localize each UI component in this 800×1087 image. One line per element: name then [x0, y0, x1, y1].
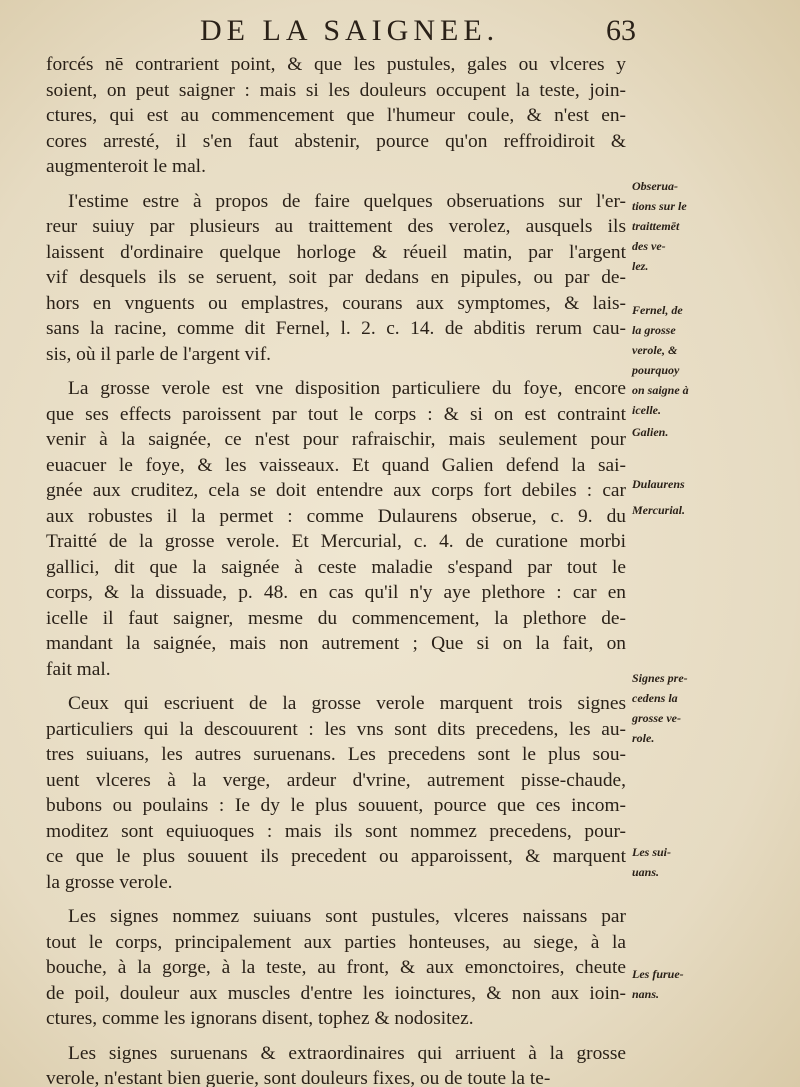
text-line: gnée aux cruditez, cela se doit entendre aux corps fort debiles : car — [46, 480, 626, 501]
text-line: Traitté de la grosse verole. Et Mercurial, c. 4. de curatione morbi — [46, 531, 626, 552]
margin-note-line: nans. — [632, 987, 660, 1001]
text-line: venir à la saignée, ce n'est pour rafraischir, mais seulement pour — [46, 429, 626, 450]
margin-note-line: role. — [632, 731, 655, 745]
paragraph — [46, 189, 626, 368]
text-line: uent vlceres à la verge, ardeur d'vrine, autrement pisse-chaude, — [46, 769, 626, 791]
text-line: fait mal. — [46, 658, 111, 680]
margin-note-line: Galien. — [632, 425, 669, 439]
text-line: verole, n'estant bien guerie, sont douleurs fixes, ou de toute la te- — [46, 1068, 551, 1087]
margin-note-line: on saigne à — [632, 383, 689, 397]
body-text — [46, 52, 626, 1087]
text-line: sis, où il parle de l'argent vif. — [46, 343, 271, 365]
text-line: de poil, douleur aux muscles d'entre les ioinctures, & non aux ioin- — [46, 982, 626, 1004]
margin-note-line: des ve- — [632, 239, 666, 253]
margin-note — [632, 842, 671, 882]
text-line: I'estime estre à propos de faire quelques obseruations sur l'er- — [68, 190, 626, 212]
text-line: corps, & la dissuade, p. 48. en cas qu'il n'y aye plethore : car en — [46, 582, 626, 603]
margin-note-line: uans. — [632, 865, 660, 879]
margin-note-line: pourquoy — [632, 363, 680, 377]
text-line: ctures, comme les ignorans disent, tophez & nodositez. — [46, 1008, 474, 1029]
text-line: Les signes suruenans & extraordinaires qui arriuent à la grosse — [68, 1042, 626, 1064]
text-line: mandant la saignée, mais non autrement ; Que si on la fait, on — [46, 633, 626, 654]
margin-note-line: la grosse — [632, 323, 676, 337]
paragraph — [46, 376, 626, 682]
margin-note-line: tions sur le — [632, 199, 687, 213]
margin-note-line: cedens la — [632, 691, 678, 705]
margin-note-line: Dulaurens — [632, 477, 685, 491]
paragraph — [46, 904, 626, 1032]
running-header: DE LA SAIGNEE. — [200, 14, 500, 47]
text-line: ctures, qui est au commencement que l'humeur coule, & n'est en- — [46, 105, 626, 126]
text-line: Ceux qui escriuent de la grosse verole marquent trois signes — [68, 693, 626, 714]
margin-note — [632, 964, 684, 1004]
text-line: bubons ou poulains : Ie dy le plus souuent, pource que ces incom- — [46, 795, 626, 816]
margin-note — [632, 474, 685, 494]
margin-note-line: Fernel, de — [632, 303, 683, 317]
margin-note-line: Les sui- — [632, 845, 671, 859]
text-line: forcés nē contrarient point, & que les pustules, gales ou vlceres y — [46, 54, 626, 75]
text-line: euacuer le foye, & les vaisseaux. Et quand Galien defend la sai- — [46, 454, 626, 476]
text-line: icelle il faut saigner, mesme du commencement, la plethore de- — [46, 607, 626, 629]
text-line: particuliers qui la descouurent : les vns sont dits precedens, les au- — [46, 718, 626, 740]
paragraph — [46, 52, 626, 180]
margin-note-line: Mercurial. — [632, 503, 686, 517]
margin-note — [632, 422, 668, 442]
text-line: bouche, à la gorge, à la teste, au front, & aux emonctoires, cheute — [46, 957, 626, 978]
margin-note — [632, 668, 688, 748]
margin-note-line: traittemēt — [632, 219, 680, 233]
text-line: soient, on peut saigner : mais si les douleurs occupent la teste, join- — [46, 79, 626, 101]
text-line: tres suiuans, les autres suruenans. Les precedens sont le plus sou- — [46, 744, 626, 765]
paragraph — [46, 691, 626, 895]
margin-note-line: verole, & — [632, 343, 678, 357]
text-line: Les signes nommez suiuans sont pustules, vlceres naissans par — [68, 906, 626, 927]
text-line: gallici, dit que la saignée à ceste maladie s'espand par tout le — [46, 556, 626, 578]
page-number: 63 — [606, 14, 636, 47]
text-line: reur suiuy par plusieurs au traittement des verolez, ausquels ils — [46, 216, 626, 237]
margin-note-line: icelle. — [632, 403, 661, 417]
text-line: augmenteroit le mal. — [46, 156, 206, 177]
margin-note — [632, 300, 689, 420]
text-line: ce que le plus souuent ils precedent ou apparoissent, & marquent — [46, 846, 626, 867]
margin-note-line: Signes pre- — [632, 671, 688, 685]
text-line: tout le corps, principalement aux parties honteuses, au siege, à la — [46, 931, 626, 953]
text-line: sans la racine, comme dit Fernel, l. 2. c. 14. de abditis rerum cau- — [46, 318, 626, 339]
text-line: moditez sont equiuoques : mais ils sont nommez precedens, pour- — [46, 820, 626, 842]
margin-note-line: Obserua- — [632, 179, 679, 193]
text-line: La grosse verole est vne disposition particuliere du foye, encore — [68, 378, 626, 399]
text-line: hors en vnguents ou emplastres, courans aux symptomes, & lais- — [46, 292, 626, 314]
text-line: laissent d'ordinaire quelque horloge & réueil matin, par l'argent — [46, 241, 626, 263]
text-line: cores arresté, il s'en faut abstenir, pource qu'on reffroidiroit & — [46, 130, 626, 152]
margin-note-line: Les furue- — [632, 967, 684, 981]
margin-note — [632, 500, 685, 520]
text-line: la grosse verole. — [46, 871, 173, 893]
margin-note-line: grosse ve- — [632, 711, 681, 725]
paragraph — [46, 1041, 626, 1087]
text-line: vif desquels ils se seruent, soit par dedans en pipules, ou par de- — [46, 267, 626, 288]
margin-note — [632, 176, 687, 276]
margin-note-line: lez. — [632, 259, 649, 273]
text-line: aux robustes il la permet : comme Dulaurens obserue, c. 9. du — [46, 505, 626, 527]
text-line: que ses effects paroissent par tout le corps : & si on est contraint — [46, 403, 626, 425]
